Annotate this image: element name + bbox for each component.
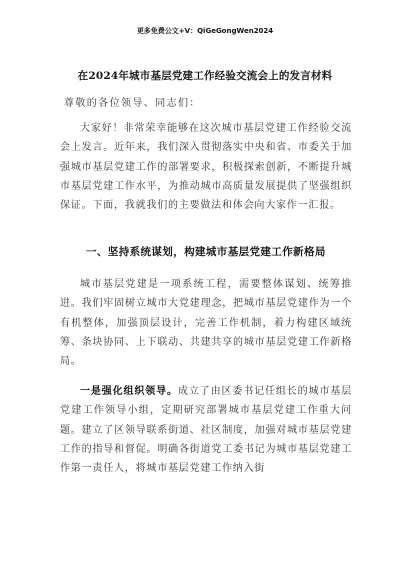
- header-note: 更多免费公文+V：QiGeGongWen2024: [136, 27, 274, 35]
- salutation: 尊敬的各位领导、同志们：: [64, 98, 201, 109]
- subsection-body: 成立了由区委书记任组长的城市基层党建工作领导小组，定期研究部署城市基层党建工作重大问题。建立了区领导联系街道、社区制度，加强对城市基层党建工作的指导和督促。明确各街道党工委书记为城市基层党建工作第一责任人，将城市基层党建工作纳入街: [60, 386, 352, 475]
- opening-paragraph: 大家好！非常荣幸能够在这次城市基层党建工作经验交流会上发言。近年来，我们深入贯彻落实中央和省、市委关于加强城市基层党建工作的部署要求，积极探索创新，不断提升城市基层党建工作水平，为推动城市高质量发展提供了坚强组织保证。下面，我就我们的主要做法和体会向大家作一汇报。: [60, 123, 352, 212]
- subsection-paragraph: [60, 382, 352, 478]
- section-intro-paragraph: 城市基层党建是一项系统工程，需要整体谋划、统筹推进。我们牢固树立城市大党建理念，把城市基层党建作为一个有机整体，加强顶层设计，完善工作机制，着力构建区域统筹、条块协同、上下联动、共建共享的城市基层党建工作新格局。: [60, 279, 352, 368]
- section-heading: 一、坚持系统谋划，构建城市基层党建工作新格局: [86, 246, 326, 258]
- subsection-lead: 一是强化组织领导。: [80, 386, 178, 397]
- document-title: 在2024年城市基层党建工作经验交流会上的发言材料: [77, 70, 333, 82]
